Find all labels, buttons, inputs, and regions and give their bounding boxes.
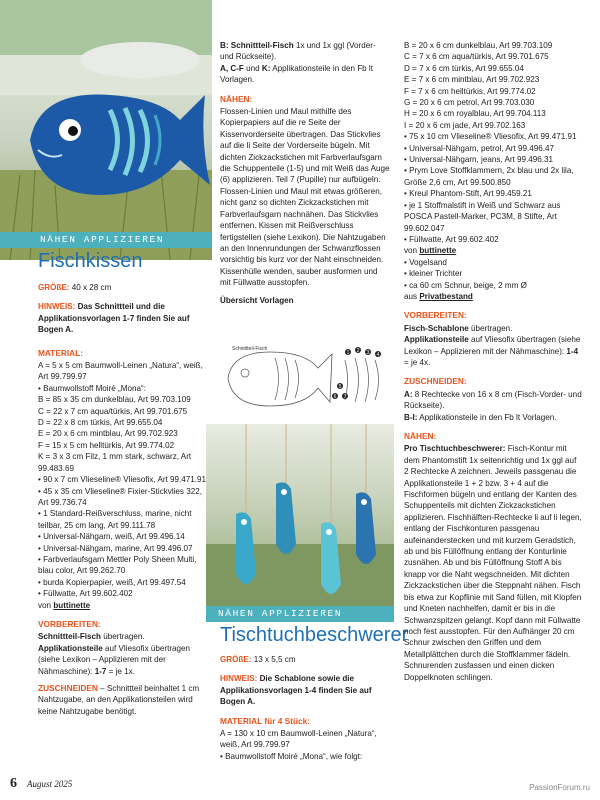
hinweis-label: HINWEIS: bbox=[38, 302, 76, 312]
template-diagram bbox=[220, 340, 390, 418]
material2-list bbox=[220, 728, 395, 762]
diagram-number: 2 bbox=[356, 348, 360, 354]
vorbereiten2-text: = je 4x. bbox=[404, 357, 431, 367]
section-title-2: Tischtuchbeschwerer bbox=[220, 624, 409, 646]
diagram-number: 1 bbox=[346, 350, 350, 356]
list-item: • burda Kopierpapier, weiß, Art 99.497.54 bbox=[38, 577, 186, 587]
list-item: B = 85 x 35 cm dunkelblau, Art 99.703.109 bbox=[38, 395, 191, 405]
diagram-number: 5 bbox=[338, 384, 342, 390]
brand-text: buttinette bbox=[53, 600, 91, 610]
list-item: C = 22 x 7 cm aqua/türkis, Art 99.701.675 bbox=[38, 406, 188, 416]
hinweis2-label: HINWEIS: bbox=[220, 674, 258, 684]
list-item: K = 3 x 3 cm Filz, 1 mm stark, schwarz, Art 99.483.69 bbox=[38, 452, 192, 473]
zuschneiden2-bold: A: bbox=[404, 389, 413, 399]
material3-list bbox=[404, 40, 582, 245]
list-item: G = 20 x 6 cm petrol, Art 99.703.030 bbox=[404, 98, 535, 108]
diagram-number: 4 bbox=[376, 352, 380, 358]
fish-cushion-illustration bbox=[0, 0, 212, 260]
private-brand-text: Privatbestand bbox=[419, 291, 473, 301]
uebersicht-heading: Übersicht Vorlagen bbox=[220, 295, 294, 305]
column-1 bbox=[38, 282, 210, 722]
col2-text: und bbox=[243, 63, 262, 73]
groesse2-value: 13 x 5,5 cm bbox=[253, 655, 296, 664]
site-watermark: PassionForum.ru bbox=[529, 783, 590, 792]
private-list bbox=[404, 257, 582, 291]
vorbereiten-bold: 1-7 bbox=[94, 666, 107, 676]
fish-cushion-photo bbox=[0, 0, 212, 260]
naehen-text: Flossen-Linien und Maul mithilfe des Kopierpapiers auf die re Seite der Kissenvorderseite übertragen. Das Stickvlies auf die li Seite der Vorderseite bügeln. Mit dichten Zickzackstichen mit Farbverlaufsgarn die Schuppenteile (1-5) und mit Weiß das Auge (6) applizieren. Teil 7 (Pupille) nur aufbügeln. Flossen-Linien und Maul mit etwas größeren, nicht ganz so dichten Zickzackstichen mit Farbverlaufsgarn nachnähen. Das Stickvlies entfernen. Kissen mit Reißverschluss fertigstellen (siehe Lexikon). Die Nahtzugaben an den Innenrundungen der Schwanzflossen vorsichtig bis kurz vor der Naht einschneiden. Kissenhülle wenden, sauber ausformen und mit Füllwatte ausstopfen. bbox=[220, 107, 390, 288]
list-item: • 90 x 7 cm Vlieseline® Vliesofix, Art 99.471.91 bbox=[38, 475, 207, 485]
vorbereiten-heading: VORBEREITEN: bbox=[38, 618, 101, 629]
zuschneiden2-bold: B-I: bbox=[404, 412, 418, 422]
list-item: • Vogelsand bbox=[404, 257, 447, 267]
list-item: E = 20 x 6 cm mintblau, Art 99.702.923 bbox=[38, 429, 178, 439]
naehen-heading: NÄHEN: bbox=[220, 93, 253, 104]
page-title: Fischkissen bbox=[38, 250, 143, 272]
diagram-number: 3 bbox=[366, 350, 370, 356]
fish-weights-photo bbox=[206, 424, 394, 606]
list-item: E = 7 x 6 cm mintblau, Art 99.702.923 bbox=[404, 75, 540, 85]
list-item: D = 7 x 6 cm türkis, Art 99.655.04 bbox=[404, 63, 524, 73]
diagram-label: Schnittteil-Fisch bbox=[232, 346, 268, 352]
zuschneiden2-text: 8 Rechtecke von 16 x 8 cm (Fisch-Vorder- und Rückseite). bbox=[404, 389, 582, 411]
list-item: A = 130 x 10 cm Baumwoll-Leinen „Natura“, weiß, Art 99.799.97 bbox=[220, 729, 377, 750]
column-2 bbox=[220, 40, 390, 311]
col2-text: Applikationsteile in den Fb lt Vorlagen. bbox=[220, 63, 373, 85]
list-item: • Baumwollstoff Moiré „Mona“, wie folgt: bbox=[220, 751, 363, 761]
vorbereiten2-bold: Applikationsteile bbox=[404, 335, 469, 345]
zuschneiden-text: – Schnittteil beinhaltet 1 cm Nahtzugabe, an den Applikationsteilen wird keine Nahtzugabe benötigt. bbox=[38, 684, 200, 716]
list-item: B = 20 x 6 cm dunkelblau, Art 99.703.109 bbox=[404, 41, 553, 50]
groesse-label: GRÖßE: bbox=[38, 283, 70, 292]
list-item: F = 7 x 6 cm helltürkis, Art 99.774.02 bbox=[404, 86, 536, 96]
list-item: • kleiner Trichter bbox=[404, 269, 463, 279]
section-banner-2: NÄHEN APPLIZIEREN bbox=[206, 606, 394, 622]
list-item: • Kreul Phantom-Stift, Art 99.459.21 bbox=[404, 189, 532, 199]
diagram-number: 7 bbox=[343, 394, 347, 400]
von-text: von bbox=[404, 246, 418, 256]
list-item: • je 1 Stoffmalstift in Weiß und Schwarz aus POSCA Pastell-Marker, PC3M, 8 Stifte, Art 99.602.047 bbox=[404, 200, 561, 233]
issue-date: August 2025 bbox=[27, 779, 73, 789]
hinweis-text: Das Schnittteil und die Applikationsvorlagen 1-7 finden Sie auf Bogen A. bbox=[38, 302, 190, 335]
material-list bbox=[38, 360, 210, 600]
list-item: • 75 x 10 cm Vlieseline® Vliesofix, Art 99.471.91 bbox=[404, 132, 577, 142]
list-item: C = 7 x 6 cm aqua/türkis, Art 99.701.675 bbox=[404, 52, 549, 62]
list-item: • Baumwollstoff Moiré „Mona“: bbox=[38, 383, 146, 393]
vorbereiten-text: = je 1x. bbox=[106, 666, 135, 676]
zuschneiden-heading: ZUSCHNEIDEN bbox=[38, 683, 98, 693]
naehen2-text: Fisch-Kontur mit dem Phantomstift 1x seitenrichtig und 1x ggl auf 2 Rechtecke A zeichnen. Jeweils passgenau die Applikationsteile 1 + 2 bzw. 3 + 4 auf die Fischformen bügeln und entlang der Kanten des Schuppenteils mit dichten Zickzackstichen applizieren. Fischhälften-Rechtecke li auf li legen, entlang der Fischkonturen passgenau aufeinanderstecken und mit kurzem Geradstich, ab und bis Füllöffnung entlang der Konturlinie zusnähen. Ab und bis Füllöffnung Stoff A bis knapp vor die Naht wegschneiden. Mit dichten Zickzackstichen über die Steppnaht nähen. Fisch bis etwa zur Kopflinie mit Sand füllen, mit Klopfen und Kneten nachhelfen, damit er bis in die Schwanzspitzen gelangt. Kopf dann mit Füllwatte noch fest ausstopfen. Für den Aufhänger 20 cm Schnur zwischen den Griffen und dem Metallplättchen durch die Stoffklammer fädeln. Schnurenden zusfassen und einen dicken Doppelknoten schlingen. bbox=[404, 444, 582, 682]
zuschneiden2-text: Applikationsteile in den Fb lt Vorlagen. bbox=[417, 412, 557, 422]
page-footer bbox=[10, 774, 72, 792]
list-item: • Universal-Nähgarn, petrol, Art 99.496.47 bbox=[404, 143, 554, 153]
groesse2-label: GRÖßE: bbox=[220, 655, 252, 664]
aus-text: aus bbox=[404, 291, 418, 301]
vorbereiten-text: auf Vliesofix übertragen (siehe Lexikon – Applizieren mit der Nähmaschine): bbox=[38, 643, 191, 676]
col2-text: 1x und 1x ggl (Vorder- und Rückseite). bbox=[220, 41, 376, 62]
material-heading: MATERIAL: bbox=[38, 347, 84, 358]
list-item: • Füllwatte, Art 99.602.402 bbox=[38, 589, 133, 599]
groesse-value: 40 x 28 cm bbox=[71, 283, 112, 292]
list-item: A = 5 x 5 cm Baumwoll-Leinen „Natura“, weiß, Art 99.799.97 bbox=[38, 361, 203, 382]
fish-weights-illustration bbox=[206, 424, 394, 606]
list-item: D = 22 x 8 cm türkis, Art 99.655.04 bbox=[38, 418, 163, 428]
brand-text: buttinette bbox=[419, 246, 457, 256]
vorbereiten2-bold: Fisch-Schablone bbox=[404, 323, 469, 333]
list-item: H = 20 x 6 cm royalblau, Art 99.704.113 bbox=[404, 109, 546, 119]
list-item: • 1 Standard-Reißverschluss, marine, nicht teilbar, 25 cm lang, Art 99.111.78 bbox=[38, 509, 192, 530]
vorbereiten2-heading: VORBEREITEN: bbox=[404, 310, 467, 321]
vorbereiten2-text: auf Vliesofix übertragen (siehe Lexikon – Applizieren mit der Nähmaschine): bbox=[404, 335, 581, 356]
list-item: • Füllwatte, Art 99.602.402 bbox=[404, 234, 499, 244]
naehen2-bold: Pro Tischtuchbeschwerer: bbox=[404, 444, 506, 454]
col2-bold: B: Schnittteil-Fisch bbox=[220, 41, 294, 50]
naehen2-heading: NÄHEN: bbox=[404, 431, 437, 441]
page-number: 6 bbox=[10, 776, 17, 791]
zuschneiden2-heading: ZUSCHNEIDEN: bbox=[404, 376, 467, 387]
von-text: von bbox=[38, 600, 52, 610]
column-3 bbox=[404, 40, 582, 688]
hinweis2-text: Die Schablone sowie die Applikationsvorlagen 1-4 finden Sie auf Bogen A. bbox=[220, 674, 372, 707]
diagram-number: 6 bbox=[333, 394, 337, 400]
list-item: • Universal-Nähgarn, jeans, Art 99.496.31 bbox=[404, 155, 554, 165]
column-2-bottom bbox=[220, 654, 395, 762]
vorbereiten2-bold: 1-4 bbox=[566, 346, 579, 356]
section-banner: NÄHEN APPLIZIEREN bbox=[0, 232, 212, 248]
vorbereiten-text: übertragen. bbox=[100, 632, 145, 642]
list-item: • Farbverlaufsgarn Mettler Poly Sheen Multi, blau color, Art 99.262.70 bbox=[38, 554, 197, 576]
vorbereiten2-text: übertragen. bbox=[468, 323, 513, 333]
col2-bold: K: bbox=[261, 63, 271, 73]
list-item: F = 15 x 5 cm helltürkis, Art 99.774.02 bbox=[38, 440, 175, 450]
list-item: • 45 x 35 cm Vlieseline® Fixier-Stickvlies 322, Art 99.736.74 bbox=[38, 486, 202, 507]
list-item: • Prym Love Stoffklammern, 2x blau und 2x lila, Größe 2,6 cm, Art 99.500.850 bbox=[404, 166, 574, 187]
material2-heading: MATERIAL für 4 Stück: bbox=[220, 715, 311, 726]
list-item: • Universal-Nähgarn, weiß, Art 99.496.14 bbox=[38, 532, 185, 542]
vorbereiten-bold: Schnittteil-Fisch bbox=[38, 632, 101, 642]
list-item: • Universal-Nähgarn, marine, Art 99.496.07 bbox=[38, 543, 193, 553]
list-item: • ca 60 cm Schnur, beige, 2 mm Ø bbox=[404, 280, 527, 290]
col2-bold: A, C-F bbox=[220, 63, 244, 73]
list-item: I = 20 x 6 cm jade, Art 99.702.163 bbox=[404, 120, 526, 130]
vorbereiten-bold: Applikationsteile bbox=[38, 643, 103, 653]
